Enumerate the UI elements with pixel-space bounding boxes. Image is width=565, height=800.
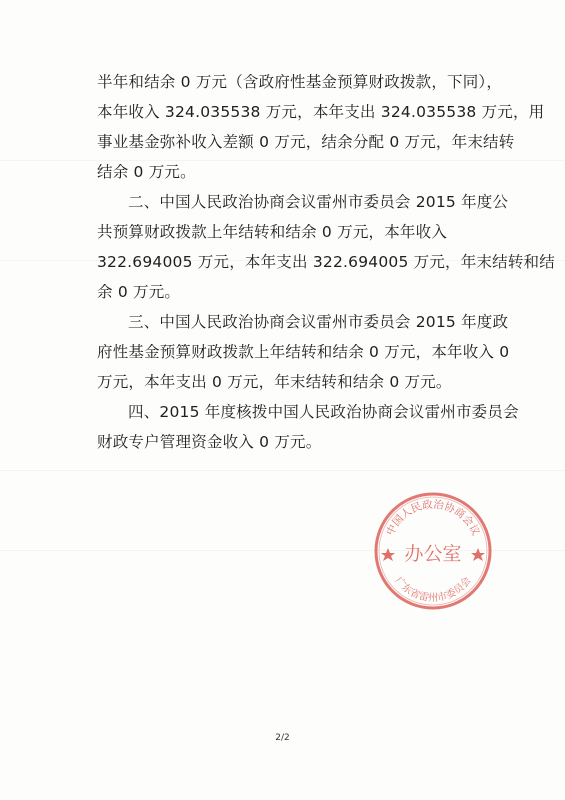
body-line: 财政专户管理资金收入 0 万元。 <box>97 433 322 451</box>
seal-star-right-icon <box>471 548 485 561</box>
body-line: 府性基金预算财政拨款上年结转和结余 0 万元，本年收入 0 <box>97 343 510 361</box>
body-line: 事业基金弥补收入差额 0 万元，结余分配 0 万元，年末结转 <box>97 133 515 151</box>
body-line: 二、中国人民政治协商会议雷州市委员会 2015 年度公 <box>128 193 509 211</box>
body-line: 322.694005 万元，本年支出 322.694005 万元，年末结转和结 <box>97 253 555 271</box>
body-line: 本年收入 324.035538 万元，本年支出 324.035538 万元，用 <box>97 103 545 121</box>
official-seal <box>372 490 494 612</box>
body-line: 半年和结余 0 万元（含政府性基金预算财政拨款，下同）， <box>97 73 503 91</box>
body-line: 万元，本年支出 0 万元，年末结转和结余 0 万元。 <box>97 373 452 391</box>
seal-star-left-icon <box>381 548 395 561</box>
page-number: 2/2 <box>275 733 290 743</box>
seal-center-text: 办公室 <box>404 543 462 565</box>
bleed-through-line <box>0 160 565 161</box>
body-line: 余 0 万元。 <box>97 283 181 301</box>
bleed-through-line <box>0 470 565 471</box>
body-line: 三、中国人民政治协商会议雷州市委员会 2015 年度政 <box>128 313 509 331</box>
seal-top-text: 中国人民政治协商会议 <box>384 498 482 538</box>
body-line: 结余 0 万元。 <box>97 163 196 181</box>
body-line: 共预算财政拨款上年结转和结余 0 万元，本年收入 <box>97 223 448 241</box>
body-line: 四、2015 年度核拨中国人民政治协商会议雷州市委员会 <box>128 403 519 421</box>
seal-bottom-text: 广东省雷州市委员会 <box>392 575 474 604</box>
